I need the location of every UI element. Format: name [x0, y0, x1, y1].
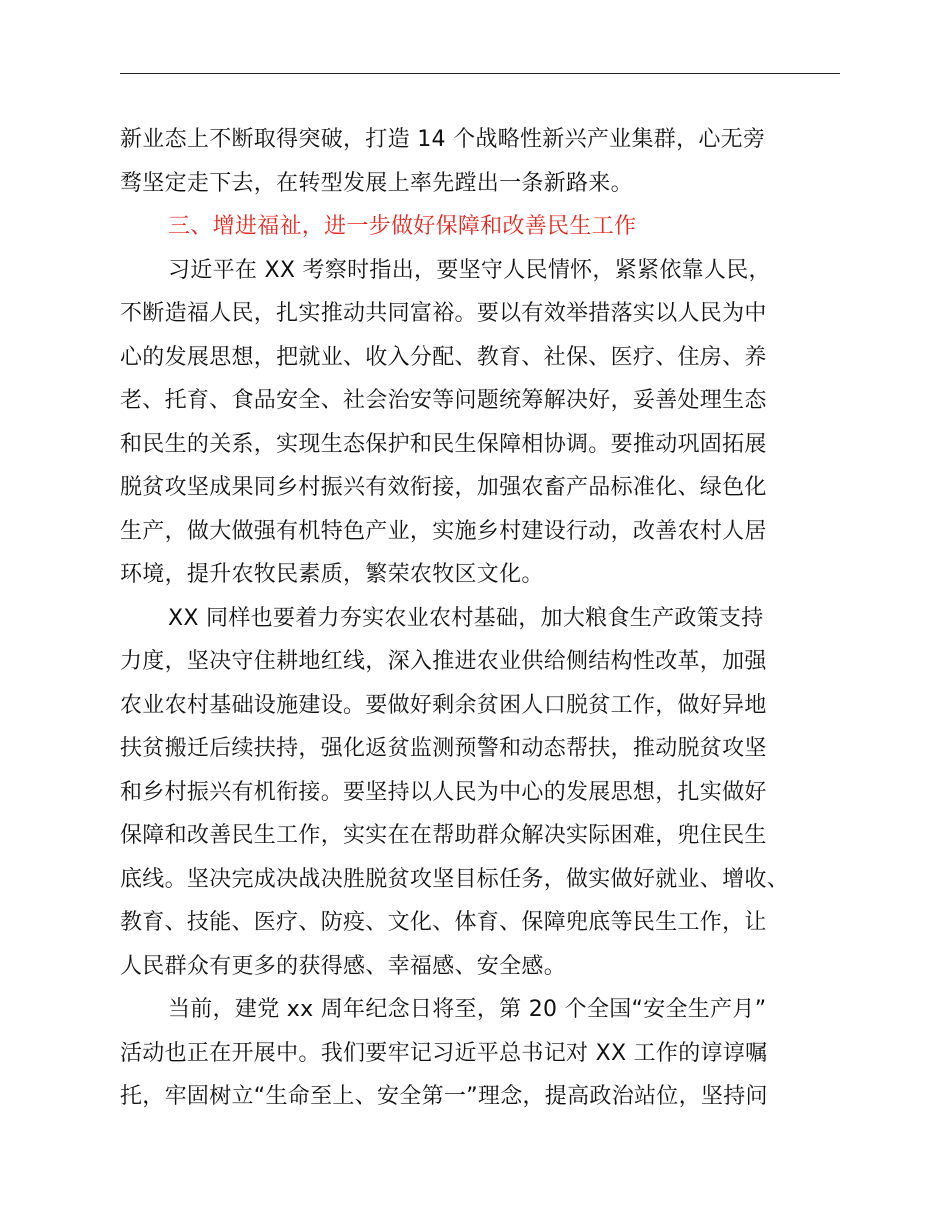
text-line: 扶贫搬迁后续扶持，强化返贫监测预警和动态帮扶，推动脱贫攻坚 [120, 736, 767, 761]
text-line: 教育、技能、医疗、防疫、文化、体育、保障兜底等民生工作，让 [120, 910, 767, 935]
text-line: 活动也正在开展中。我们要牢记习近平总书记对 XX 工作的谆谆嘱 [120, 1040, 768, 1066]
text-line: 脱贫攻坚成果同乡村振兴有效衔接，加强农畜产品标准化、绿色化 [120, 475, 767, 500]
text-line: 保障和改善民生工作，实实在在帮助群众解决实际困难，兜住民生 [120, 823, 767, 848]
document-body [120, 118, 844, 1119]
text-line: 和乡村振兴有机衔接。要坚持以人民为中心的发展思想，扎实做好 [120, 779, 767, 805]
text-line: 新业态上不断取得突破，打造 14 个战略性新兴产业集群，心无旁 [120, 127, 766, 152]
text-line: 老、托育、食品安全、社会治安等问题统筹解决好，妥善处理生态 [120, 388, 767, 413]
text-line: 环境，提升农牧民素质，繁荣农牧区文化。 [120, 562, 544, 587]
paragraph-first-line: 当前，建党 xx 周年纪念日将至，第 20 个全国“安全生产月” [168, 997, 767, 1022]
text-line: 农业农村基础设施建设。要做好剩余贫困人口脱贫工作，做好异地 [120, 692, 767, 718]
text-line: 底线。坚决完成决战决胜脱贫攻坚目标任务，做实做好就业、增收、 [120, 866, 790, 892]
text-line: 生产，做大做强有机特色产业，实施乡村建设行动，改善农村人居 [120, 518, 767, 544]
text-line: 人民群众有更多的获得感、幸福感、安全感。 [120, 953, 567, 979]
text-line: 和民生的关系，实现生态保护和民生保障相协调。要推动巩固拓展 [120, 431, 767, 457]
text-line: 心的发展思想，把就业、收入分配、教育、社保、医疗、住房、养 [120, 344, 767, 370]
text-line: 托，牢固树立“生命至上、安全第一”理念，提高政治站位，坚持问 [120, 1084, 768, 1109]
paragraph-first-line: XX 同样也要着力夯实农业农村基础，加大粮食生产政策支持 [168, 605, 764, 631]
text-line: 不断造福人民，扎实推动共同富裕。要以有效举措落实以人民为中 [120, 301, 767, 326]
text-line: 力度，坚决守住耕地红线，深入推进农业供给侧结构性改革，加强 [120, 649, 767, 674]
header-rule [120, 73, 840, 74]
section-heading: 三、增进福祉，进一步做好保障和改善民生工作 [168, 214, 637, 239]
paragraph-first-line: 习近平在 XX 考察时指出，要坚守人民情怀，紧紧依靠人民， [168, 257, 771, 283]
text-line: 骛坚定走下去，在转型发展上率先蹚出一条新路来。 [120, 170, 633, 196]
